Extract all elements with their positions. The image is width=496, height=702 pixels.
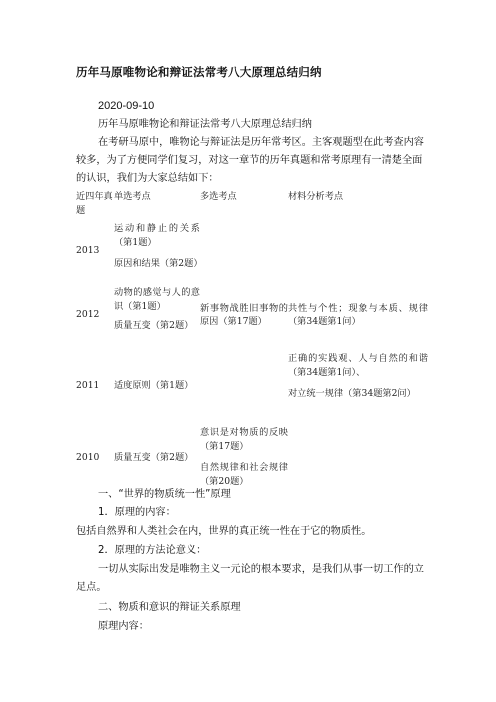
multi-choice-cell [200,220,288,282]
header-single: 单选考点 [114,191,151,202]
table-row [76,282,428,348]
material-cell [288,348,428,424]
single-point: 质量互变（第2题） [114,320,194,331]
year-cell: 2010 [76,452,100,464]
header-multi: 多选考点 [200,191,237,202]
year-cell: 2013 [76,245,100,257]
year-cell: 2012 [76,309,100,321]
section-subheading: 原理内容： [98,621,149,632]
intro-paragraph: 在考研马原中，唯物论与辩证法是历年常考区。主客观题型在此考查内容较多，为了方便同学们复习，对这一章节的历年真题和常考原理有一清楚全面的认识，我们为大家总结如下： [76,137,424,184]
multi-point: 意识是对物质的反映（第17题） [200,427,288,452]
single-point: 原因和结果（第2题） [114,258,203,269]
section-paragraph: 包括自然界和人类社会在内，世界的真正统一性在于它的物质性。 [76,526,372,537]
document-title: 历年马原唯物论和辩证法常考八大原理总结归纳 [76,65,322,79]
header-years: 近四年真题 [76,191,113,216]
material-cell [288,220,428,282]
material-point: 共性与个性；现象与本质、规律（第34题第1问） [288,302,428,327]
year-cell: 2011 [76,380,100,392]
single-point: 运动和静止的关系（第1题） [114,223,200,248]
subtitle-line: 历年马原唯物论和辩证法常考八大原理总结归纳 [98,119,312,130]
single-choice-cell [114,282,200,348]
material-point: 对立统一规律（第34题第2问） [288,388,416,399]
table-row [76,220,428,282]
single-choice-cell [114,220,203,282]
multi-point: 自然规律和社会规律（第20题） [200,462,288,487]
single-choice-cell [114,348,200,424]
section-heading: 二、物质和意识的辩证关系原理 [98,602,241,613]
multi-choice-cell [200,424,288,492]
material-cell [288,424,428,492]
material-point: 正确的实践观、人与自然的和谐（第34题第1问）、 [288,353,428,378]
section-heading: 一、“世界的物质统一性”原理 [98,489,231,500]
multi-choice-cell [200,348,288,424]
section-subheading: 2．原理的方法论意义： [98,545,207,556]
exam-points-table [76,190,428,492]
header-material: 材料分析考点 [288,191,344,202]
single-point: 适度原则（第1题） [114,380,194,392]
section-subheading: 1．原理的内容： [98,507,176,518]
single-point: 动物的感觉与人的意识（第1题） [114,287,200,312]
section-paragraph: 一切从实际出发是唯物主义一元论的根本要求，是我们从事一切工作的立足点。 [76,564,424,593]
table-header-row [76,190,428,220]
single-point: 质量互变（第2题） [114,452,194,464]
multi-choice-cell [200,282,288,348]
material-cell [288,282,428,348]
publish-date: 2020-09-10 [98,100,155,112]
table-row [76,348,428,424]
multi-point: 新事物战胜旧事物的原因（第17题） [200,302,288,327]
single-choice-cell [114,424,200,492]
table-row [76,424,428,492]
